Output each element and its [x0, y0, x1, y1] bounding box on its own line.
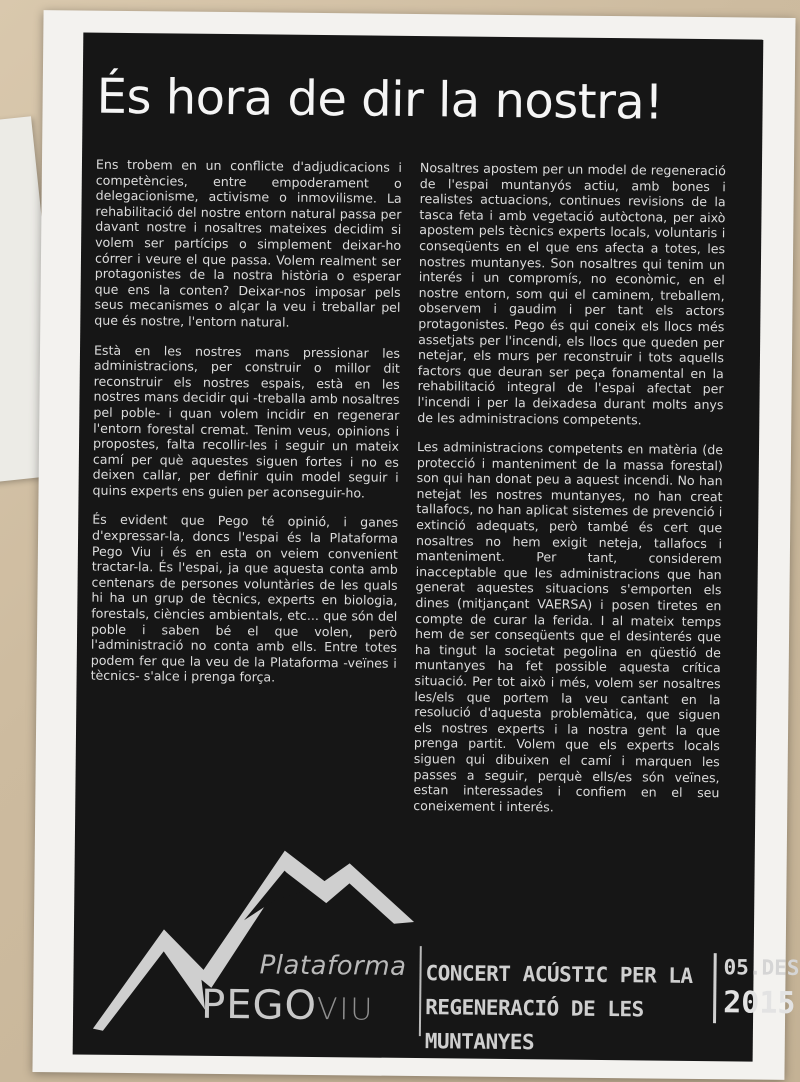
plataforma-pego-viu-logo — [93, 809, 435, 1043]
right-text-column — [413, 160, 726, 831]
event-date-day: 05.DES — [723, 955, 800, 981]
concert-line-1: CONCERT ACÚSTIC PER LA — [425, 961, 693, 988]
logo-text-pego: PEGO — [200, 981, 318, 1030]
paragraph: Les administracions competents en matèria (de protecció i manteniment de la massa forestal) son qui han donat peu a aquest incendi. No han netejat les nostres muntanyes, no han creat tallafocs, no han aplicat sistemes de prevenció i extinció adequats, però també és cert que nosaltres no hem exigit neteja, tallafocs i manteniment. Per tant, considerem inacceptable que les administracions que han generat aquestes situacions s'emporten els dines (mitjançant VAERSA) i posen tiretes en compte de curar la ferida. I al mateix temps hem de ser conseqüents que el desinterés que ha tingut la societat pegolina en qüestió de muntanyes ha fet possible aquesta crítica situació. Per tot això i més, volem ser nosaltres les/els que portem la veu cantant en la resolució d'aquesta problemàtica, que siguen els nostres experts i la nostra gent la que prenga partit. Volem que els experts locals siguen qui dibuixen el camí i marquen les passes a seguir, perquè ells/es són veïnes, estan interessades i confiem en el seu coneixement i interés. — [413, 439, 724, 815]
date-divider — [713, 953, 717, 1023]
logo-text-pego-viu — [201, 982, 375, 1030]
paragraph: Està en les nostres mans pressionar les administracions, per construir o millor dit reconstruir els nostres espais, està en les nostres mans decidir qui -treballa amb nosaltres pel poble- i quan volem incidir en regenerar l'entorn forestal cremat. Tenim veus, opinions i propostes, falta recollir-les i seguir un mateix camí per què aquestes siguen fortes i no es deixen callar, per definir quin model seguir i quins experts ens guien per aconseguir-ho. — [92, 342, 401, 501]
paragraph: Nosaltres apostem per un model de regeneració de l'espai muntanyós actiu, amb bones i realistes actuacions, continues revisions de la tasca feta i amb vegetació autòctona, per això apostem pels tècnics experts locals, voluntaris i conseqüents en el que ens afecta a totes, les nostres muntanyes. Son nosaltres qui tenim un interés i un compromís, no econòmic, en el nostre entorn, som qui el caminem, treballem, observem i gaudim i per tant els actors protagonistes. Pego és qui coneix els llocs més assetjats per l'incendi, els llocs que queden per netejar, els murs per reconstruir i tots aquells factors que deuran ser peça fonamental en la rehabilitació integral de l'espai afectat per l'incendi i per la deixadesa durant molts anys de les administracions competents. — [417, 160, 727, 427]
poster-title: És hora de dir la nostra! — [96, 68, 664, 131]
logo-bracket — [419, 946, 422, 1036]
event-date-year: 2015 — [723, 985, 796, 1022]
concert-announcement — [425, 956, 716, 1061]
poster-sheet — [32, 10, 800, 1080]
poster-panel — [73, 33, 800, 1062]
paragraph: És evident que Pego té opinió, i ganes d'expressar-la, doncs l'espai és la Plataforma Pego Viu i és en esta on veiem convenient tractar-la. És l'espai, ja que aquesta conta amb centenars de persones voluntàries de les quals hi ha un grup de tècnics, experts en biologia, forestals, ciències ambientals, etc... que són del poble i saben bé el que volen, però l'administració no conta amb ells. Entre totes podem fer que la veu de la Plataforma -veïnes i tècnics- s'alce i prenga força. — [90, 512, 399, 685]
logo-text-viu: VIU — [316, 992, 375, 1028]
paragraph: Ens trobem en un conflicte d'adjudicacions i competències, entre empoderament o delegacionisme, activisme o inmovilisme. La rehabilitació del nostre entorn natural passa per davant nostre i nosaltres mateixes decidim si volem ser partícips o simplement deixar-ho córrer i veure el que passa. Volem realment ser protagonistes de la nostra història o esperar que ens la conten? Deixar-nos imposar pels seus mecanismes o alçar la veu i treballar pel que és nostre, l'entorn natural. — [94, 156, 403, 330]
concert-line-2: REGENERACIÓ DE LES MUNTANYES — [424, 995, 644, 1055]
logo-text-plataforma: Plataforma — [259, 950, 407, 982]
left-text-column — [90, 157, 402, 701]
